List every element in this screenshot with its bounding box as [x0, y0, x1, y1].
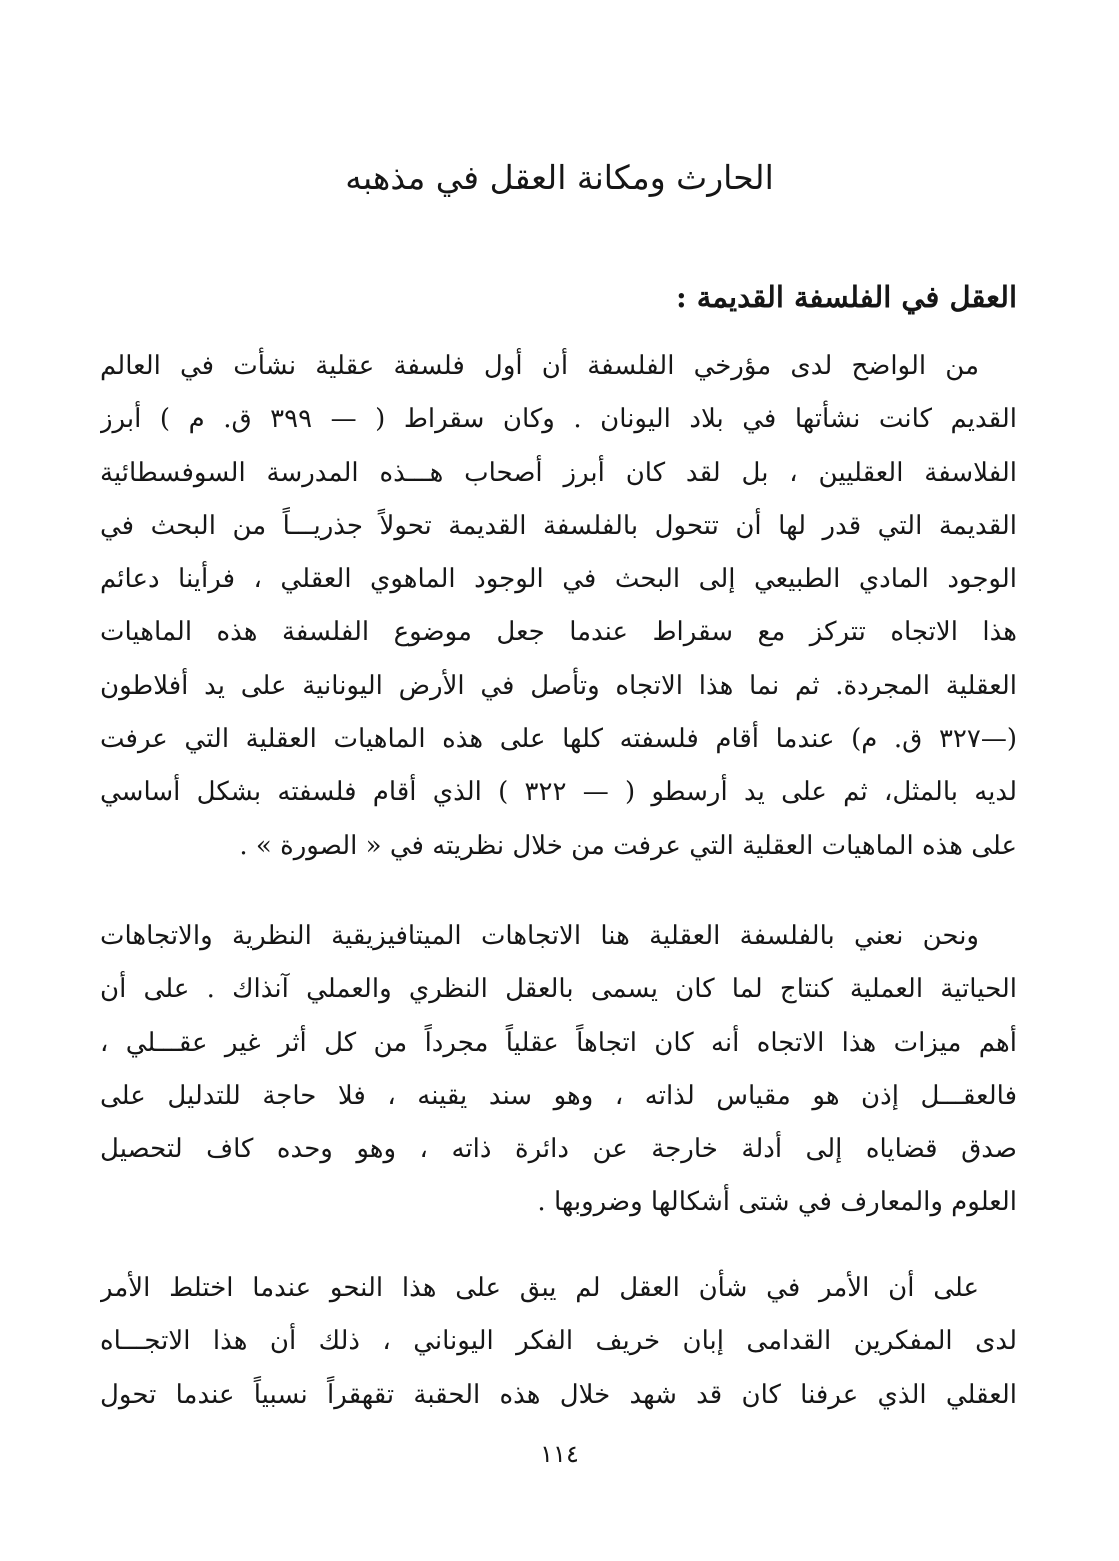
- text-line: على هذه الماهيات العقلية التي عرفت من خلال نظريته في « الصورة » .: [239, 830, 1017, 861]
- text-line: الوجود المادي الطبيعي إلى البحث في الوجود الماهوي العقلي ، فرأينا دعائم: [100, 564, 1017, 595]
- text-line: ونحن نعني بالفلسفة العقلية هنا الاتجاهات الميتافيزيقية النظرية والاتجاهات: [100, 921, 979, 951]
- text-line: صدق قضاياه إلى أدلة خارجة عن دائرة ذاته ، وهو وحده كاف لتحصيل: [100, 1134, 1017, 1165]
- text-line: الحياتية العملية كنتاج لما كان يسمى بالعقل النظري والعملي آنذاك . على أن: [100, 974, 1017, 1005]
- text-line: لدى المفكرين القدامى إبان خريف الفكر اليوناني ، ذلك أن هذا الاتجـــاه: [100, 1326, 1017, 1357]
- text-line: العقلية المجردة. ثم نما هذا الاتجاه وتأصل في الأرض اليونانية على يد أفلاطون: [100, 670, 1017, 701]
- page-number: ١١٤: [540, 1440, 579, 1468]
- section-heading: العقل في الفلسفة القديمة :: [675, 280, 1017, 314]
- text-line: الفلاسفة العقليين ، بل لقد كان أبرز أصحاب هـــذه المدرسة السوفسطائية: [100, 457, 1017, 488]
- text-line: من الواضح لدى مؤرخي الفلسفة أن أول فلسفة عقلية نشأت في العالم: [100, 351, 979, 381]
- text-line: أهم ميزات هذا الاتجاه أنه كان اتجاهاً عقلياً مجرداً من كل أثر غير عقـــلي ،: [100, 1027, 1017, 1058]
- chapter-title: الحارث ومكانة العقل في مذهبه: [345, 158, 774, 197]
- paragraph-1: [100, 340, 1017, 873]
- text-line: لديه بالمثل، ثم على يد أرسطو ( — ٣٢٢ ) الذي أقام فلسفته بشكل أساسي: [100, 777, 1017, 808]
- paragraph-3: [100, 1262, 1017, 1422]
- text-line: القديم كانت نشأتها في بلاد اليونان . وكان سقراط ( — ٣٩٩ ق. م ) أبرز: [100, 404, 1017, 435]
- text-line: القديمة التي قدر لها أن تتحول بالفلسفة القديمة تحولاً جذريـــاً من البحث في: [100, 510, 1017, 541]
- text-line: العلوم والمعارف في شتى أشكالها وضروبها .: [537, 1187, 1017, 1218]
- text-line: هذا الاتجاه تتركز مع سقراط عندما جعل موضوع الفلسفة هذه الماهيات: [100, 617, 1017, 648]
- text-line: (—٣٢٧ ق. م) عندما أقام فلسفته كلها على هذه الماهيات العقلية التي عرفت: [100, 724, 1017, 755]
- text-line: العقلي الذي عرفنا كان قد شهد خلال هذه الحقبة تقهقراً نسبياً عندما تحول: [100, 1379, 1017, 1410]
- text-line: على أن الأمر في شأن العقل لم يبق على هذا النحو عندما اختلط الأمر: [100, 1273, 979, 1303]
- text-line: فالعقـــل إذن هو مقياس لذاته ، وهو سند يقينه ، فلا حاجة للتدليل على: [100, 1080, 1017, 1111]
- paragraph-2: [100, 910, 1017, 1230]
